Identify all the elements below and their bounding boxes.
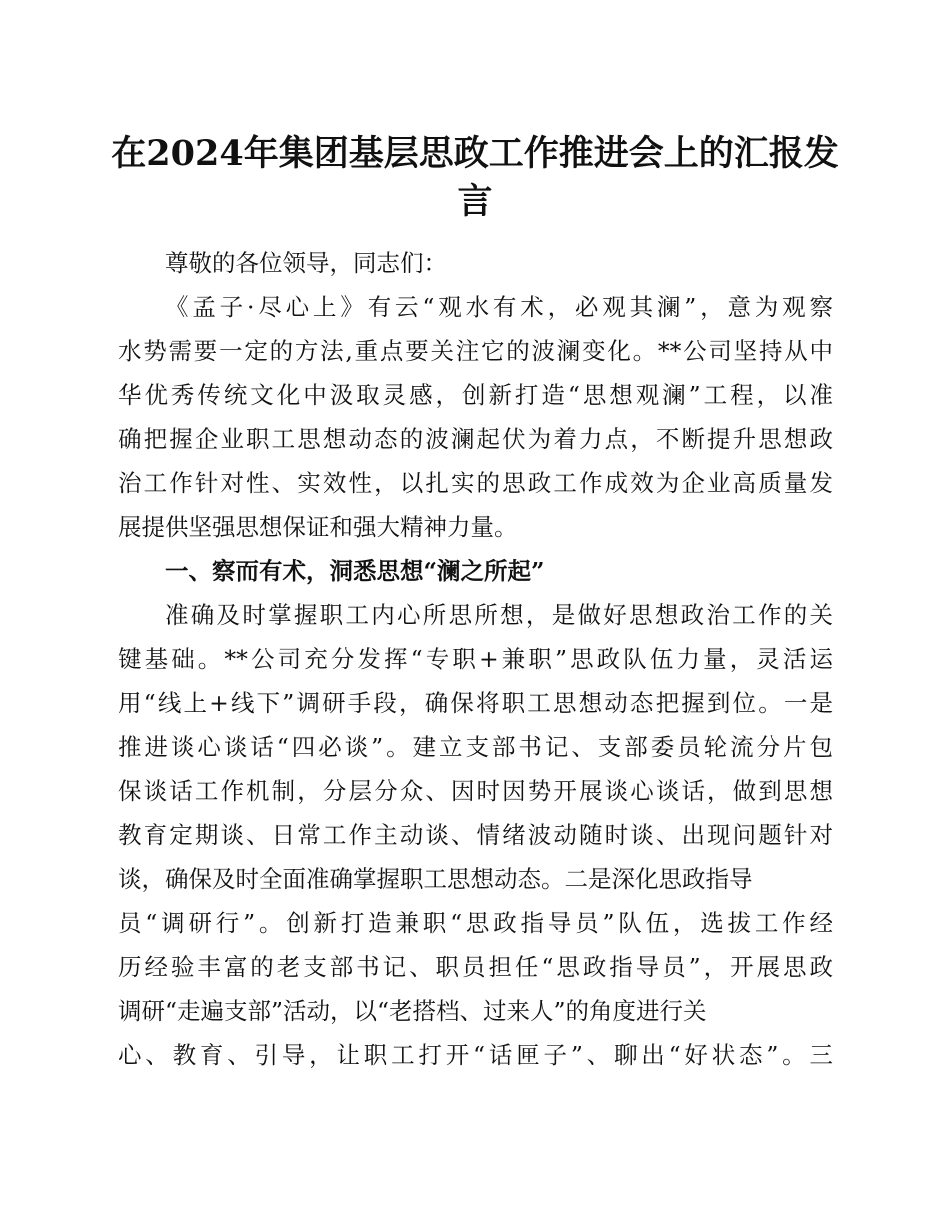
body-line: 保谈话工作机制，分层分众、因时因势开展谈心谈话，做到思想	[118, 777, 833, 805]
body-line: 《孟子·尽心上》有云“观水有术，必观其澜”，意为观察	[165, 293, 833, 321]
body-line: 调研“走遍支部”活动，以“老搭档、过来人”的角度进行关	[118, 997, 707, 1025]
body-line: 准确及时掌握职工内心所思所想，是做好思想政治工作的关	[165, 601, 833, 629]
body-line: 键基础。**公司充分发挥“专职+兼职”思政队伍力量，灵活运	[118, 645, 833, 673]
salutation: 尊敬的各位领导，同志们：	[165, 249, 447, 277]
body-line: 历经验丰富的老支部书记、职员担任“思政指导员”，开展思政	[118, 953, 833, 981]
body-line: 心、教育、引导，让职工打开“话匣子”、聊出“好状态”。三	[118, 1041, 833, 1069]
body-line: 治工作针对性、实效性，以扎实的思政工作成效为企业高质量发	[118, 469, 833, 497]
body-line: 员“调研行”。创新打造兼职“思政指导员”队伍，选拔工作经	[118, 909, 833, 937]
document-title-line-2: 言	[457, 181, 493, 222]
body-line: 用“线上+线下”调研手段，确保将职工思想动态把握到位。一是	[118, 689, 833, 717]
section-heading: 一、察而有术，洞悉思想“澜之所起”	[165, 557, 545, 585]
body-line: 谈，确保及时全面准确掌握职工思想动态。二是深化思政指导	[118, 865, 753, 893]
body-line: 华优秀传统文化中汲取灵感，创新打造“思想观澜”工程，以准	[118, 381, 833, 409]
body-line: 推进谈心谈话“四必谈”。建立支部书记、支部委员轮流分片包	[118, 733, 833, 761]
body-line: 教育定期谈、日常工作主动谈、情绪波动随时谈、出现问题针对	[118, 821, 833, 849]
body-line: 展提供坚强思想保证和强大精神力量。	[118, 513, 518, 541]
body-line: 水势需要一定的方法,重点要关注它的波澜变化。**公司坚持从中	[118, 337, 833, 365]
body-line: 确把握企业职工思想动态的波澜起伏为着力点，不断提升思想政	[118, 425, 833, 453]
document-title-line-1: 在2024年集团基层思政工作推进会上的汇报发	[111, 133, 839, 174]
